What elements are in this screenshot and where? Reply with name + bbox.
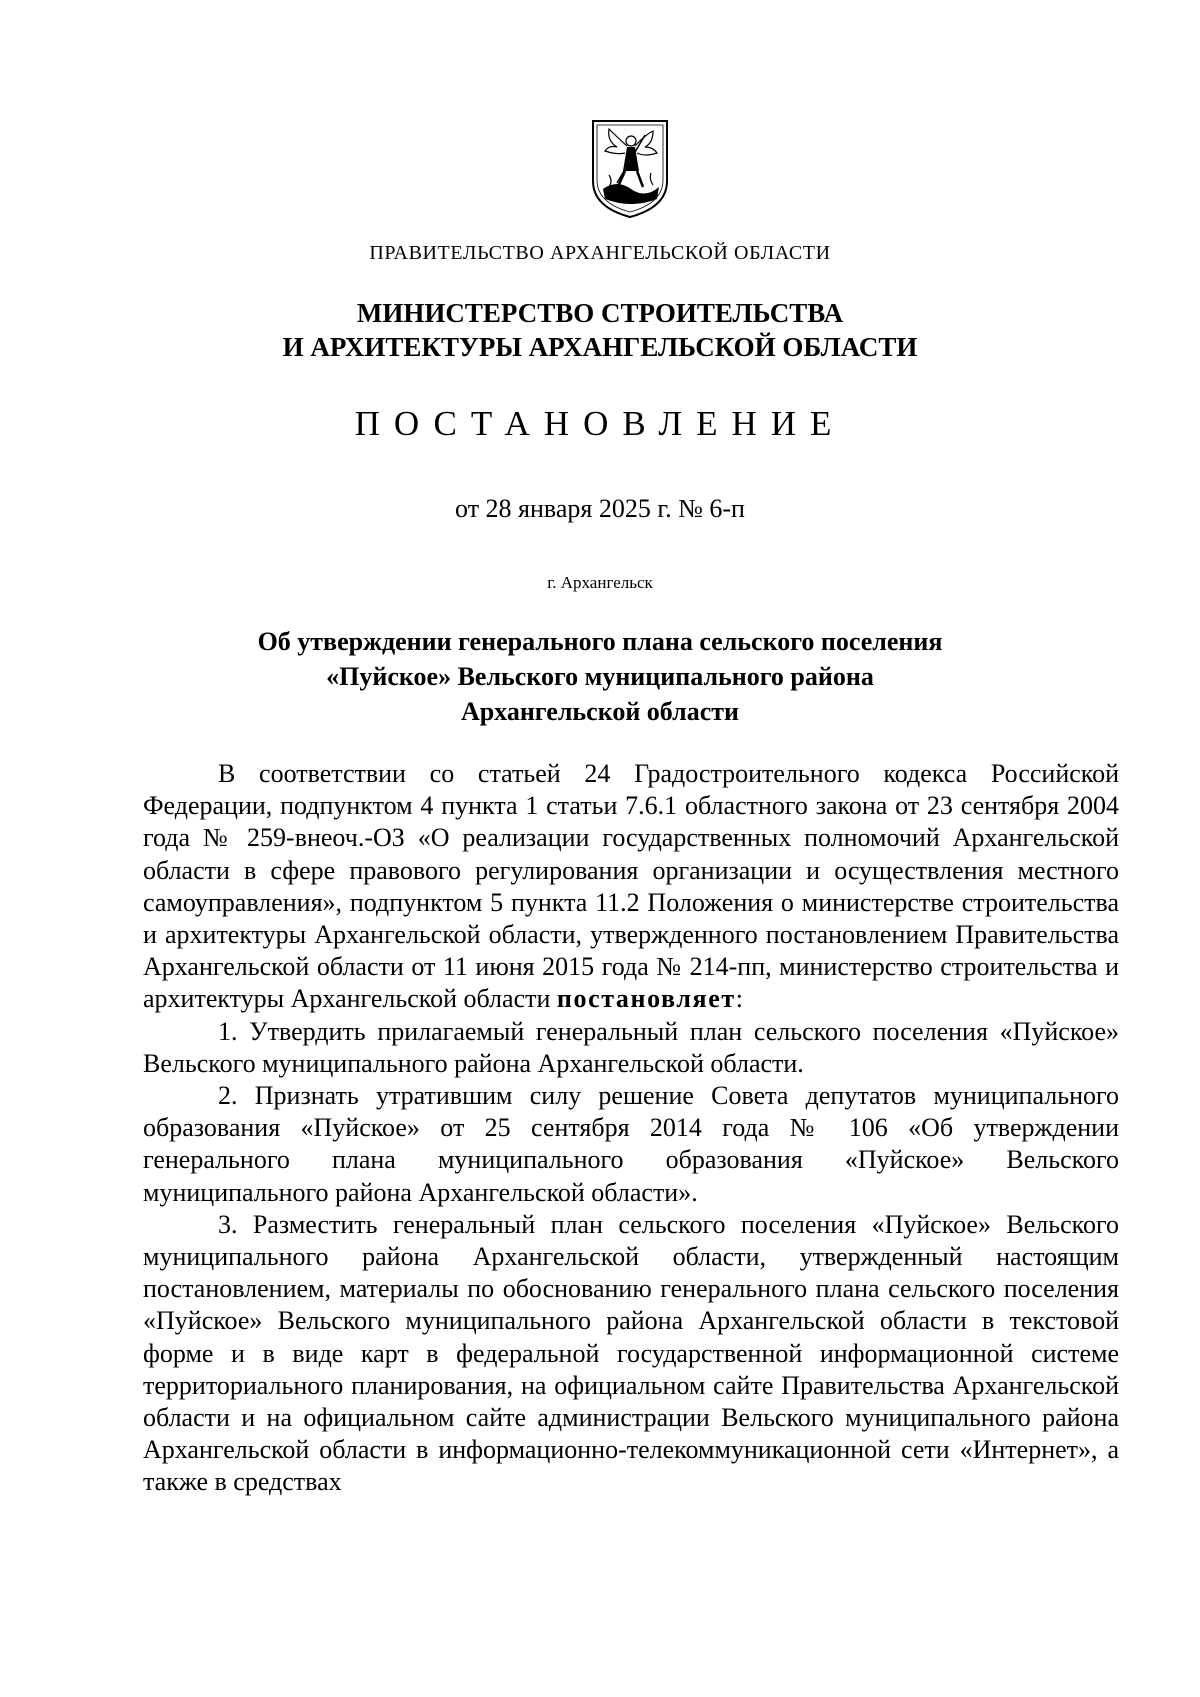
resolves-colon: : <box>735 984 743 1014</box>
document-city: г. Архангельск <box>547 573 653 592</box>
document-title-line: «Пуйское» Вельского муниципального района <box>326 662 874 691</box>
document-title-line: Об утверждении генерального плана сельского поселения <box>257 627 943 656</box>
document-body <box>143 758 1119 1499</box>
clause-2: 2. Признать утратившим силу решение Совета депутатов муниципального образования «Пуйское» от 25 сентября 2014 года № 106 «Об утверждении генерального плана муниципального образования «Пуйское» Вельского муниципального района Архангельской области». <box>143 1081 1119 1207</box>
government-name: ПРАВИТЕЛЬСТВО АРХАНГЕЛЬСКОЙ ОБЛАСТИ <box>369 242 831 264</box>
preamble-text: В соответствии со статьей 24 Градостроительного кодекса Российской Федерации, подпунктом 4 пункта 1 статьи 7.6.1 областного закона от 23 сентября 2004 года № 259-внеоч.-ОЗ «О реализации государственных полномочий Архангельской области в сфере правового регулирования организации и осуществления местного самоуправления», подпунктом 5 пункта 11.2 Положения о министерстве строительства и архитектуры Архангельской области, утвержденного постановлением Правительства Архангельской области от 11 июня 2015 года № 214-пп, министерство строительства и архитектуры Архангельской области <box>143 759 1119 1014</box>
coat-of-arms-icon <box>587 115 673 221</box>
ministry-name-line: МИНИСТЕРСТВО СТРОИТЕЛЬСТВА <box>356 298 844 328</box>
ministry-name-line: И АРХИТЕКТУРЫ АРХАНГЕЛЬСКОЙ ОБЛАСТИ <box>282 332 918 362</box>
document-title-line: Архангельской области <box>460 697 740 726</box>
preamble-paragraph <box>143 758 1119 1016</box>
clause-3: 3. Разместить генеральный план сельского поселения «Пуйское» Вельского муниципального района Архангельской области, утвержденный настоящим постановлением, материалы по обоснованию генерального плана сельского поселения «Пуйское» Вельского муниципального района Архангельской области в текстовой форме и в виде карт в федеральной государственной информационной системе территориального планирования, на официальном сайте Правительства Архангельской области и на официальном сайте администрации Вельского муниципального района Архангельской области в информационно-телекоммуникационной сети «Интернет», а также в средствах <box>143 1209 1119 1497</box>
document-date-number: от 28 января 2025 г. № 6-п <box>455 494 745 523</box>
document-title <box>0 624 1200 729</box>
resolves-keyword: постановляет <box>556 984 736 1014</box>
clause-1: 1. Утвердить прилагаемый генеральный план сельского поселения «Пуйское» Вельского муниципального района Архангельской области. <box>143 1016 1119 1078</box>
document-type: ПОСТАНОВЛЕНИЕ <box>354 404 846 443</box>
ministry-name <box>0 296 1200 364</box>
